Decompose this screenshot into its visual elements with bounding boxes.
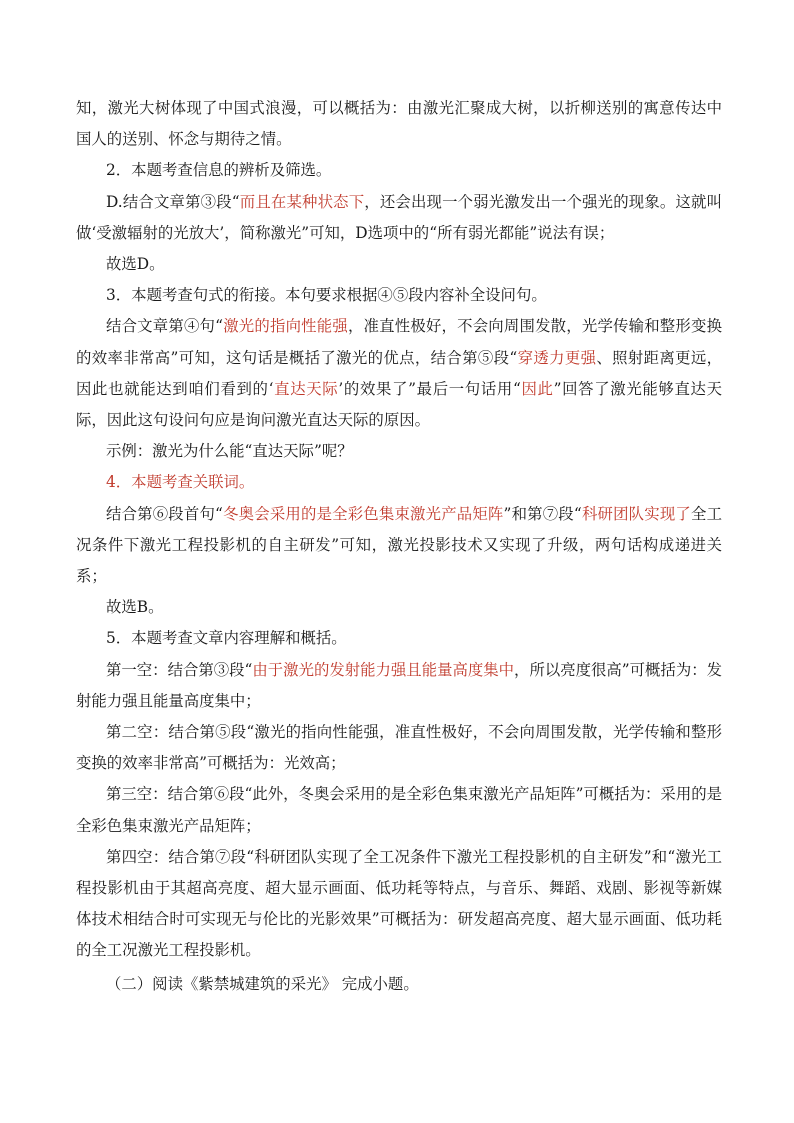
document-body — [76, 93, 722, 1000]
paragraph: 第二空：结合第⑤段“激光的指向性能强，准直性极好，不会向周围发散，光学传输和整形变换的效率非常高”可概括为：光效高； — [76, 723, 722, 773]
paragraph: 5．本题考查文章内容理解和概括。 — [106, 629, 347, 648]
paragraph: 示例：激光为什么能“直达天际”呢？ — [106, 442, 353, 461]
paragraph: 第三空：结合第⑥段“此外，冬奥会采用的是全彩色集束激光产品矩阵”可概括为：采用的是全彩色集束激光产品矩阵； — [76, 785, 722, 835]
paragraph: 3．本题考查句式的衔接。本句要求根据④⑤段内容补全设问句。 — [106, 286, 547, 305]
paragraph: 第四空：结合第⑦段“科研团队实现了全工况条件下激光工程投影机的自主研发”和“激光工程投影机由于其超高亮度、超大显示画面、低功耗等特点，与音乐、舞蹈、戏剧、影视等新媒体技术相结合时可实现无与伦比的光影效果”可概括为：研发超高亮度、超大显示画面、低功耗的全工况激光工程投影机。 — [76, 847, 722, 960]
paragraph: 结合文章第④句“激光的指向性能强，准直性极好，不会向周围发散，光学传输和整形变换的效率非常高”可知，这句话是概括了激光的优点，结合第⑤段“穿透力更强、照射距离更远，因此也就能达到咱们看到的‘直达天际’的效果了”最后一句话用“因此”回答了激光能够直达天际，因此这句设问句应是询问激光直达天际的原因。 — [76, 317, 722, 430]
paragraph: 第一空：结合第③段“由于激光的发射能力强且能量高度集中，所以亮度很高”可概括为：发射能力强且能量高度集中； — [76, 660, 722, 710]
section-heading: （二）阅读《紫禁城建筑的采光》 完成小题。 — [106, 974, 419, 993]
paragraph: 4．本题考查关联词。 — [106, 473, 255, 492]
paragraph: 结合第⑥段首句“冬奥会采用的是全彩色集束激光产品矩阵”和第⑦段“科研团队实现了全工况条件下激光工程投影机的自主研发”可知，激光投影技术又实现了升级，两句话构成递进关系； — [76, 504, 722, 586]
paragraph: 知，激光大树体现了中国式浪漫，可以概括为：由激光汇聚成大树，以折柳送别的寓意传达中国人的送别、怀念与期待之情。 — [76, 99, 722, 149]
paragraph: 故选D。 — [106, 255, 165, 274]
paragraph: 故选B。 — [106, 598, 164, 617]
paragraph: 2．本题考查信息的辨析及筛选。 — [106, 161, 332, 180]
paragraph: D.结合文章第③段“而且在某种状态下，还会出现一个弱光激发出一个强光的现象。这就叫做‘受激辐射的光放大’，简称激光”可知，D选项中的“所有弱光都能”说法有误； — [76, 192, 722, 242]
